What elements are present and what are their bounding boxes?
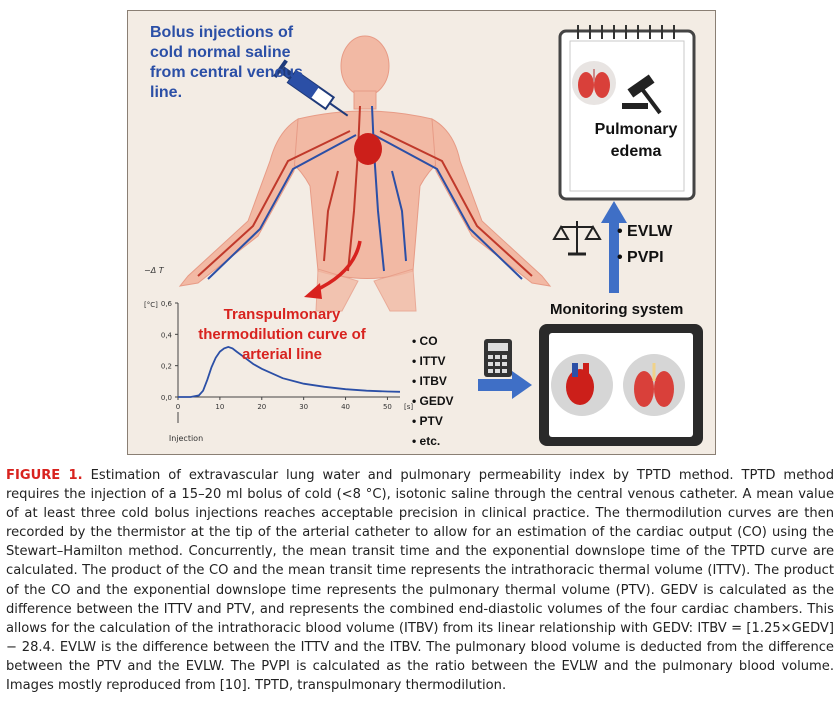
- parameter-item: • ITBV: [412, 374, 447, 388]
- caption-label: FIGURE 1.: [6, 468, 83, 483]
- lungs-icon: [572, 61, 616, 105]
- bolus-text: Bolus injections of cold normal saline from central venous line.: [150, 24, 303, 101]
- output-item: • EVLW: [617, 223, 673, 240]
- y-tick-label: 0,6: [160, 300, 172, 308]
- caption-text: Estimation of extravascular lung water and pulmonary permeability index by TPTD method. TPTD method requires the injection of a 15–20 ml bolus of cold (<8 °C), isotonic saline through the central venous catheter. A mean value of at least three cold bolus injections reaches acceptable precision in clinical practice. The thermodilution curves are then recorded by the thermistor at the tip of the arterial catheter to allow for an estimation of the cardiac output (CO) using the Stewart–Hamilton method. Concurrently, the mean transit time and the exponential downslope time of the TPTD curve are calculated. The product of the CO and the mean transit time represents the intrathoracic thermal volume (ITTV). The product of the CO and the exponential downslope time represents the pulmonary thermal volume (PTV). GEDV is calculated as the difference between the ITTV and PTV, and represents the combined end-diastolic volumes of the four cardiac chambers. This allows for the calculation of the intrathoracic blood volume (ITBV) from its linear relationship with GEDV: ITBV = [1.25×GEDV]− 28.4. EVLW is the difference between the ITTV and the ITBV. The pulmonary blood volume is deducted from the difference between the PTV and the EVLW. The PVPI is calculated as the ratio between the EVLW and the pulmonary blood volume. Images mostly reproduced from [10]. TPTD, transpulmonary thermodilution.: [6, 468, 835, 694]
- red-arrowhead: [304, 283, 322, 299]
- heart-icon: [354, 133, 382, 165]
- parameter-list: [412, 331, 454, 451]
- y-axis-label: −Δ T: [144, 266, 164, 275]
- x-tick-label: 30: [299, 403, 309, 411]
- output-item: • PVPI: [617, 249, 664, 266]
- output-list: [617, 219, 672, 271]
- figure-caption: [6, 466, 834, 695]
- y-tick-label: 0,4: [160, 331, 172, 340]
- parameter-item: • etc.: [412, 434, 441, 448]
- parameter-item: • PTV: [412, 414, 443, 428]
- x-tick-label: 10: [215, 403, 225, 411]
- y-tick-label: 0,0: [160, 394, 172, 402]
- parameter-item: • CO: [412, 334, 438, 348]
- x-axis-label: Injection: [168, 434, 204, 443]
- tablet-icon: [539, 324, 703, 446]
- x-tick-label: 20: [257, 403, 267, 411]
- curve-title: Transpulmonary thermodilution curve of arterial line: [198, 306, 366, 363]
- clipboard-icon: [560, 25, 694, 199]
- x-tick-label: 0: [175, 403, 181, 411]
- x-unit-label: [s]: [404, 403, 414, 411]
- calculator-icon: [484, 339, 512, 377]
- x-tick-label: 50: [382, 403, 392, 411]
- right-arrow-shaft: [478, 379, 514, 391]
- parameter-item: • ITTV: [412, 354, 446, 368]
- y-tick-label: 0,2: [160, 362, 172, 371]
- parameter-item: • GEDV: [412, 394, 454, 408]
- scales-icon: [554, 221, 600, 254]
- y-unit-label: [°C]: [144, 301, 158, 309]
- figure-panel: [127, 10, 716, 455]
- monitoring-title: Monitoring system: [550, 301, 684, 318]
- right-arrowhead: [512, 371, 532, 399]
- x-tick-label: 40: [341, 403, 351, 411]
- edema-label: Pulmonary edema: [594, 121, 678, 160]
